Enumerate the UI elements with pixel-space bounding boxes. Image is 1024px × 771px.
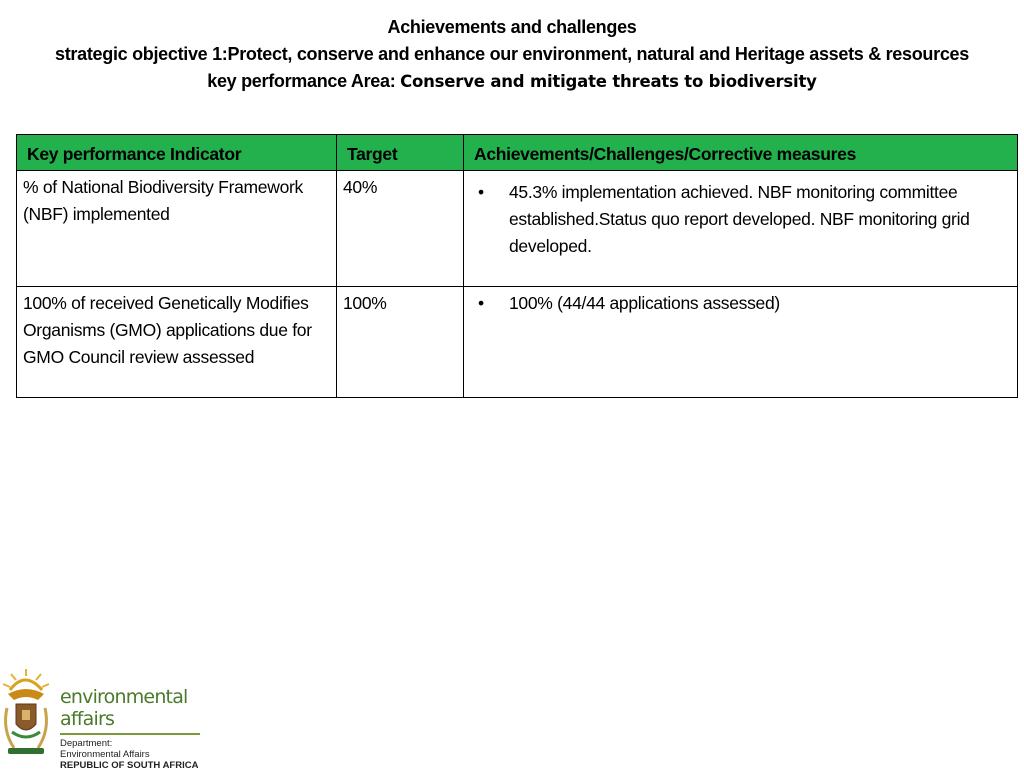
dept-line-1: Department: (60, 738, 113, 749)
kpa-prefix: key performance Area: (207, 71, 401, 91)
department-info (60, 738, 200, 771)
key-performance-area (40, 68, 984, 95)
target-cell: 100% (337, 287, 464, 398)
target-cell: 40% (337, 171, 464, 287)
kpa-value: Conserve and mitigate threats to biodiversity (400, 72, 817, 91)
bullet-icon: • (478, 182, 484, 202)
strategic-objective: strategic objective 1:Protect, conserve and enhance our environment, natural and Heritage assets & resources (55, 44, 969, 64)
indicator-cell: 100% of received Genetically Modifies Organisms (GMO) applications due for GMO Council review assessed (17, 287, 337, 398)
brand-name: environmental affairs (60, 686, 200, 735)
column-header-target: Target (337, 135, 464, 171)
list-item (470, 290, 1011, 317)
achievement-list (470, 290, 1011, 317)
achievement-cell (464, 171, 1018, 287)
achievement-text: 45.3% implementation achieved. NBF monitoring committee established.Status quo report developed. NBF monitoring grid developed. (509, 182, 970, 256)
dept-line-2: Environmental Affairs (60, 749, 150, 760)
achievement-cell (464, 287, 1018, 398)
kpi-table (16, 134, 1018, 398)
slide-title (40, 14, 984, 95)
list-item (470, 179, 1011, 260)
table-row (17, 287, 1018, 398)
table-header-row (17, 135, 1018, 171)
column-header-indicator: Key performance Indicator (17, 135, 337, 171)
dept-line-3: REPUBLIC OF SOUTH AFRICA (60, 760, 199, 771)
achievement-text: 100% (44/44 applications assessed) (509, 293, 780, 313)
column-header-achievements: Achievements/Challenges/Corrective measures (464, 135, 1018, 171)
table-row (17, 171, 1018, 287)
achievement-list (470, 179, 1011, 260)
bullet-icon: • (478, 293, 484, 313)
indicator-cell: % of National Biodiversity Framework (NBF) implemented (17, 171, 337, 287)
brand-logo (60, 686, 200, 771)
title-line-1: Achievements and challenges (387, 17, 637, 37)
